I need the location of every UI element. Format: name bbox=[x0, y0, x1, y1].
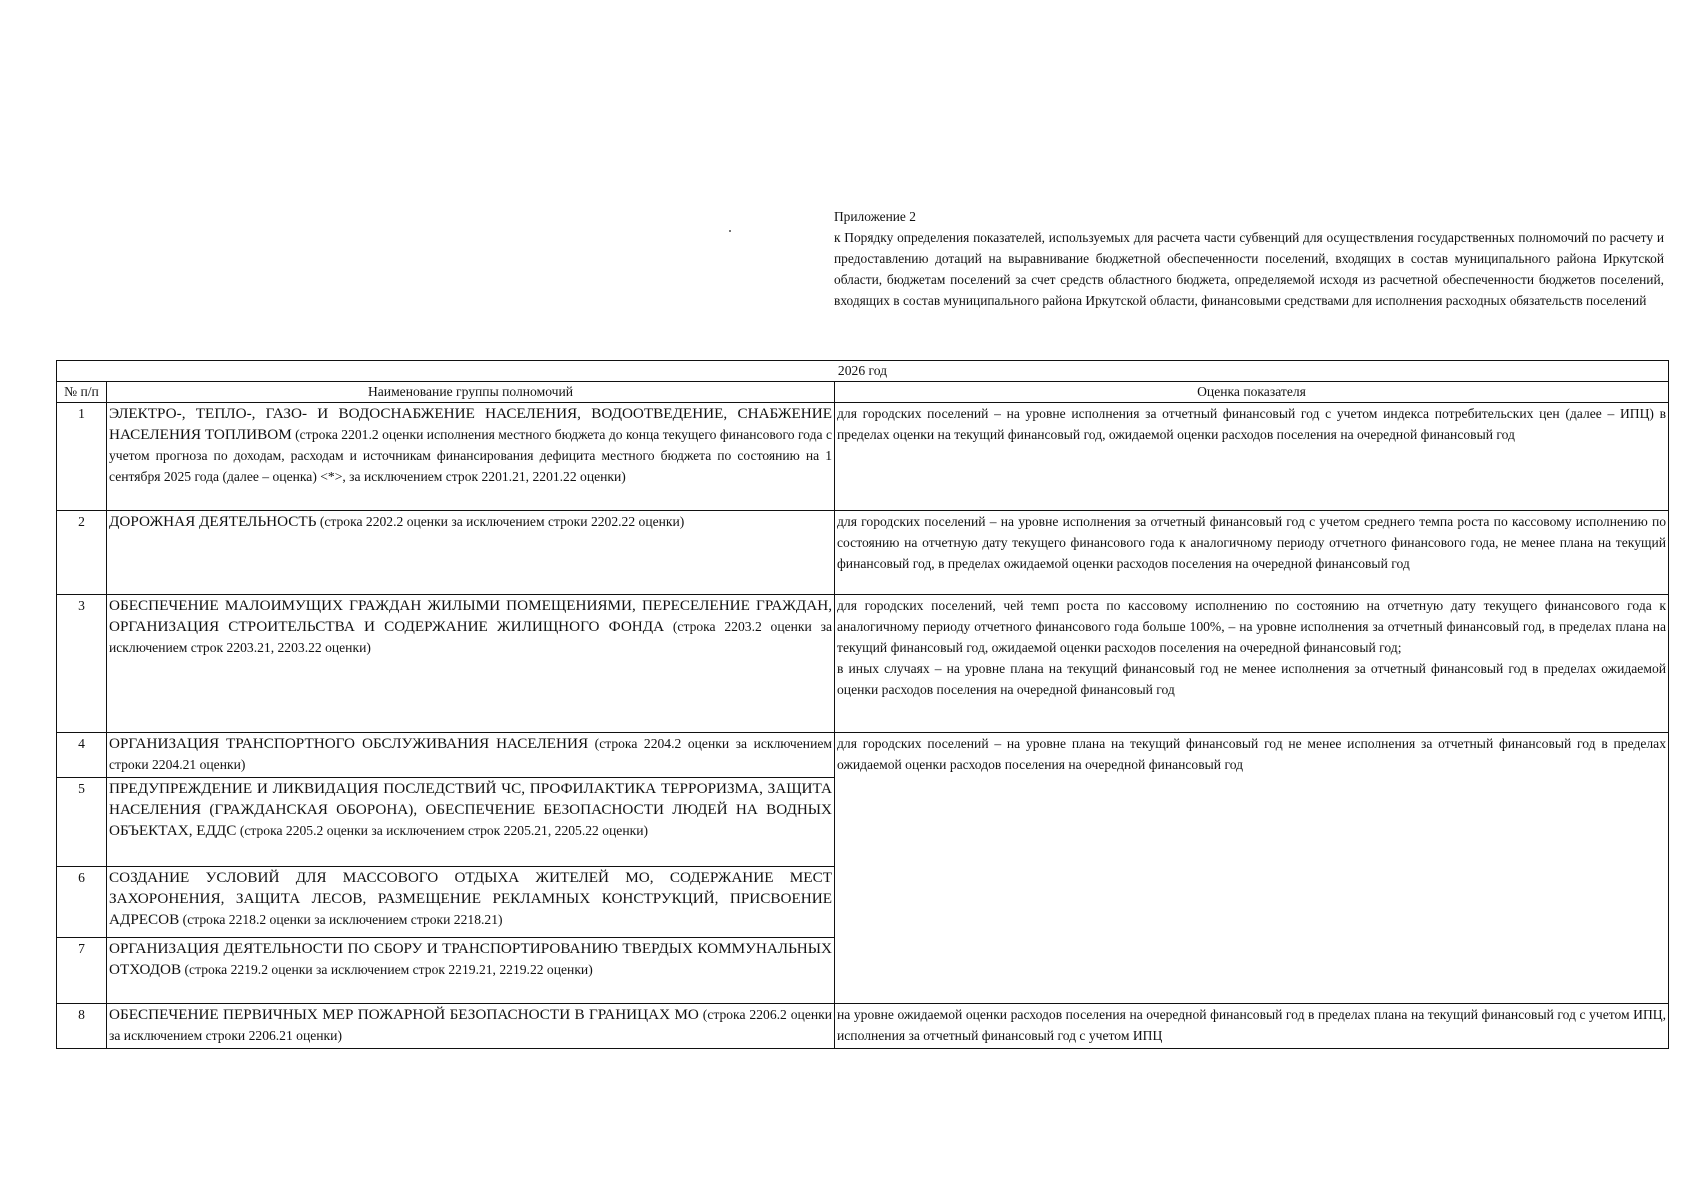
row-number: 4 bbox=[57, 733, 107, 778]
appendix-block bbox=[834, 206, 1664, 311]
row-name-caps: ОБЕСПЕЧЕНИЕ ПЕРВИЧНЫХ МЕР ПОЖАРНОЙ БЕЗОПАСНОСТИ В ГРАНИЦАХ МО bbox=[109, 1006, 699, 1023]
header-estimate: Оценка показателя bbox=[835, 382, 1669, 403]
scan-speck bbox=[729, 230, 731, 232]
row-estimate: для городских поселений – на уровне исполнения за отчетный финансовый год с учетом индекса потребительских цен (далее – ИПЦ) в пределах оценки на текущий финансовый год, ожидаемой оценки расходов поселения на очередной финансовый год bbox=[835, 403, 1669, 511]
row-name-rest: (строка 2204.2 оценки за исключением строки 2204.21 оценки) bbox=[109, 736, 832, 772]
appendix-title: Приложение 2 bbox=[834, 209, 916, 224]
row-name-caps: ЭЛЕКТРО-, ТЕПЛО-, ГАЗО- И ВОДОСНАБЖЕНИЕ НАСЕЛЕНИЯ, ВОДООТВЕДЕНИЕ, СНАБЖЕНИЕ НАСЕЛЕНИЯ ТОПЛИВОМ bbox=[109, 405, 832, 443]
row-number: 5 bbox=[57, 778, 107, 867]
row-estimate-part2: в иных случаях – на уровне плана на текущий финансовый год не менее исполнения за отчетный финансовый год в пределах ожидаемой оценки расходов поселения на очередной финансовый год bbox=[837, 661, 1667, 697]
row-estimate-part1: для городских поселений, чей темп роста по кассовому исполнению по состоянию на отчетную дату текущего финансового года к аналогичному периоду отчетного финансового года больше 100%, – на уровне исполнения за отчетный финансовый год, в пределах плана на текущий финансовый год, ожидаемой оценки расходов поселения на очередной финансовый год; bbox=[837, 598, 1667, 655]
row-estimate: для городских поселений – на уровне исполнения за отчетный финансовый год с учетом среднего темпа роста по кассовому исполнению по состоянию на отчетную дату текущего финансового года к аналогичному периоду отчетного финансового года, не менее плана на текущий финансовый год, в пределах ожидаемой оценки расходов поселения на очередной финансовый год bbox=[835, 511, 1669, 595]
row-number: 7 bbox=[57, 938, 107, 1004]
table-row bbox=[57, 403, 1669, 511]
row-name-rest: (строка 2205.2 оценки за исключением строк 2205.21, 2205.22 оценки) bbox=[236, 823, 649, 838]
row-name bbox=[107, 1004, 835, 1049]
row-name bbox=[107, 403, 835, 511]
row-name-rest: (строка 2218.2 оценки за исключением строки 2218.21) bbox=[179, 912, 503, 927]
row-number: 8 bbox=[57, 1004, 107, 1049]
row-estimate: для городских поселений – на уровне плана на текущий финансовый год не менее исполнения за отчетный финансовый год в пределах ожидаемой оценки расходов поселения на очередной финансовый год bbox=[835, 733, 1669, 1004]
row-name-caps: ДОРОЖНАЯ ДЕЯТЕЛЬНОСТЬ bbox=[109, 513, 317, 530]
header-name: Наименование группы полномочий bbox=[107, 382, 835, 403]
row-estimate bbox=[835, 595, 1669, 733]
row-name-caps: ОБЕСПЕЧЕНИЕ МАЛОИМУЩИХ ГРАЖДАН ЖИЛЫМИ ПОМЕЩЕНИЯМИ, ПЕРЕСЕЛЕНИЕ ГРАЖДАН, ОРГАНИЗАЦИЯ СТРОИТЕЛЬСТВА И СОДЕРЖАНИЕ ЖИЛИЩНОГО ФОНДА bbox=[109, 597, 832, 635]
header-num: № п/п bbox=[57, 382, 107, 403]
row-estimate: на уровне ожидаемой оценки расходов поселения на очередной финансовый год в пределах плана на текущий финансовый год с учетом ИПЦ, исполнения за отчетный финансовый год с учетом ИПЦ bbox=[835, 1004, 1669, 1049]
appendix-text: к Порядку определения показателей, используемых для расчета части субвенций для осуществления государственных полномочий по расчету и предоставлению дотаций на выравнивание бюджетной обеспеченности поселений, входящих в состав муниципального района Иркутской области, бюджетам поселений за счет средств областного бюджета, определяемой исходя из расчетной обеспеченности бюджетов поселений, входящих в состав муниципального района Иркутской области, финансовыми средствами для исполнения расходных обязательств поселений bbox=[834, 230, 1664, 308]
row-name-rest: (строка 2203.2 оценки за исключением строк 2203.21, 2203.22 оценки) bbox=[109, 619, 832, 655]
row-name-rest: (строка 2206.2 оценки за исключением строки 2206.21 оценки) bbox=[109, 1007, 833, 1043]
row-name bbox=[107, 595, 835, 733]
table-row bbox=[57, 733, 1669, 778]
row-name bbox=[107, 733, 835, 778]
table-column-headers bbox=[57, 382, 1669, 403]
row-name-rest: (строка 2202.2 оценки за исключением строки 2202.22 оценки) bbox=[316, 514, 685, 529]
row-name bbox=[107, 778, 835, 867]
row-name-rest: (строка 2201.2 оценки исполнения местного бюджета до конца текущего финансового года с учетом прогноза по доходам, расходам и источникам финансирования дефицита местного бюджета по состоянию на 1 сентября 2025 года (далее – оценка) <*>, за исключением строк 2201.21, 2201.22 оценки) bbox=[109, 427, 832, 484]
table-row bbox=[57, 1004, 1669, 1049]
row-name bbox=[107, 867, 835, 938]
row-name-caps: ОРГАНИЗАЦИЯ ТРАНСПОРТНОГО ОБСЛУЖИВАНИЯ НАСЕЛЕНИЯ bbox=[109, 735, 589, 752]
row-number: 2 bbox=[57, 511, 107, 595]
table-year-header: 2026 год bbox=[57, 361, 1669, 382]
row-number: 3 bbox=[57, 595, 107, 733]
row-name bbox=[107, 511, 835, 595]
row-name-caps: СОЗДАНИЕ УСЛОВИЙ ДЛЯ МАССОВОГО ОТДЫХА ЖИТЕЛЕЙ МО, СОДЕРЖАНИЕ МЕСТ ЗАХОРОНЕНИЯ, ЗАЩИТА ЛЕСОВ, РАЗМЕЩЕНИЕ РЕКЛАМНЫХ КОНСТРУКЦИЙ, ПРИСВОЕНИЕ АДРЕСОВ bbox=[109, 869, 832, 928]
row-name-caps: ПРЕДУПРЕЖДЕНИЕ И ЛИКВИДАЦИЯ ПОСЛЕДСТВИЙ ЧС, ПРОФИЛАКТИКА ТЕРРОРИЗМА, ЗАЩИТА НАСЕЛЕНИЯ (ГРАЖДАНСКАЯ ОБОРОНА), ОБЕСПЕЧЕНИЕ БЕЗОПАСНОСТИ ЛЮДЕЙ НА ВОДНЫХ ОБЪЕКТАХ, ЕДДС bbox=[109, 780, 832, 839]
row-name bbox=[107, 938, 835, 1004]
indicators-table bbox=[56, 360, 1669, 1049]
row-name-rest: (строка 2219.2 оценки за исключением строк 2219.21, 2219.22 оценки) bbox=[181, 962, 593, 977]
row-name-caps: ОРГАНИЗАЦИЯ ДЕЯТЕЛЬНОСТИ ПО СБОРУ И ТРАНСПОРТИРОВАНИЮ ТВЕРДЫХ КОММУНАЛЬНЫХ ОТХОДОВ bbox=[109, 940, 832, 978]
row-number: 6 bbox=[57, 867, 107, 938]
row-number: 1 bbox=[57, 403, 107, 511]
table-row bbox=[57, 595, 1669, 733]
table-row bbox=[57, 511, 1669, 595]
